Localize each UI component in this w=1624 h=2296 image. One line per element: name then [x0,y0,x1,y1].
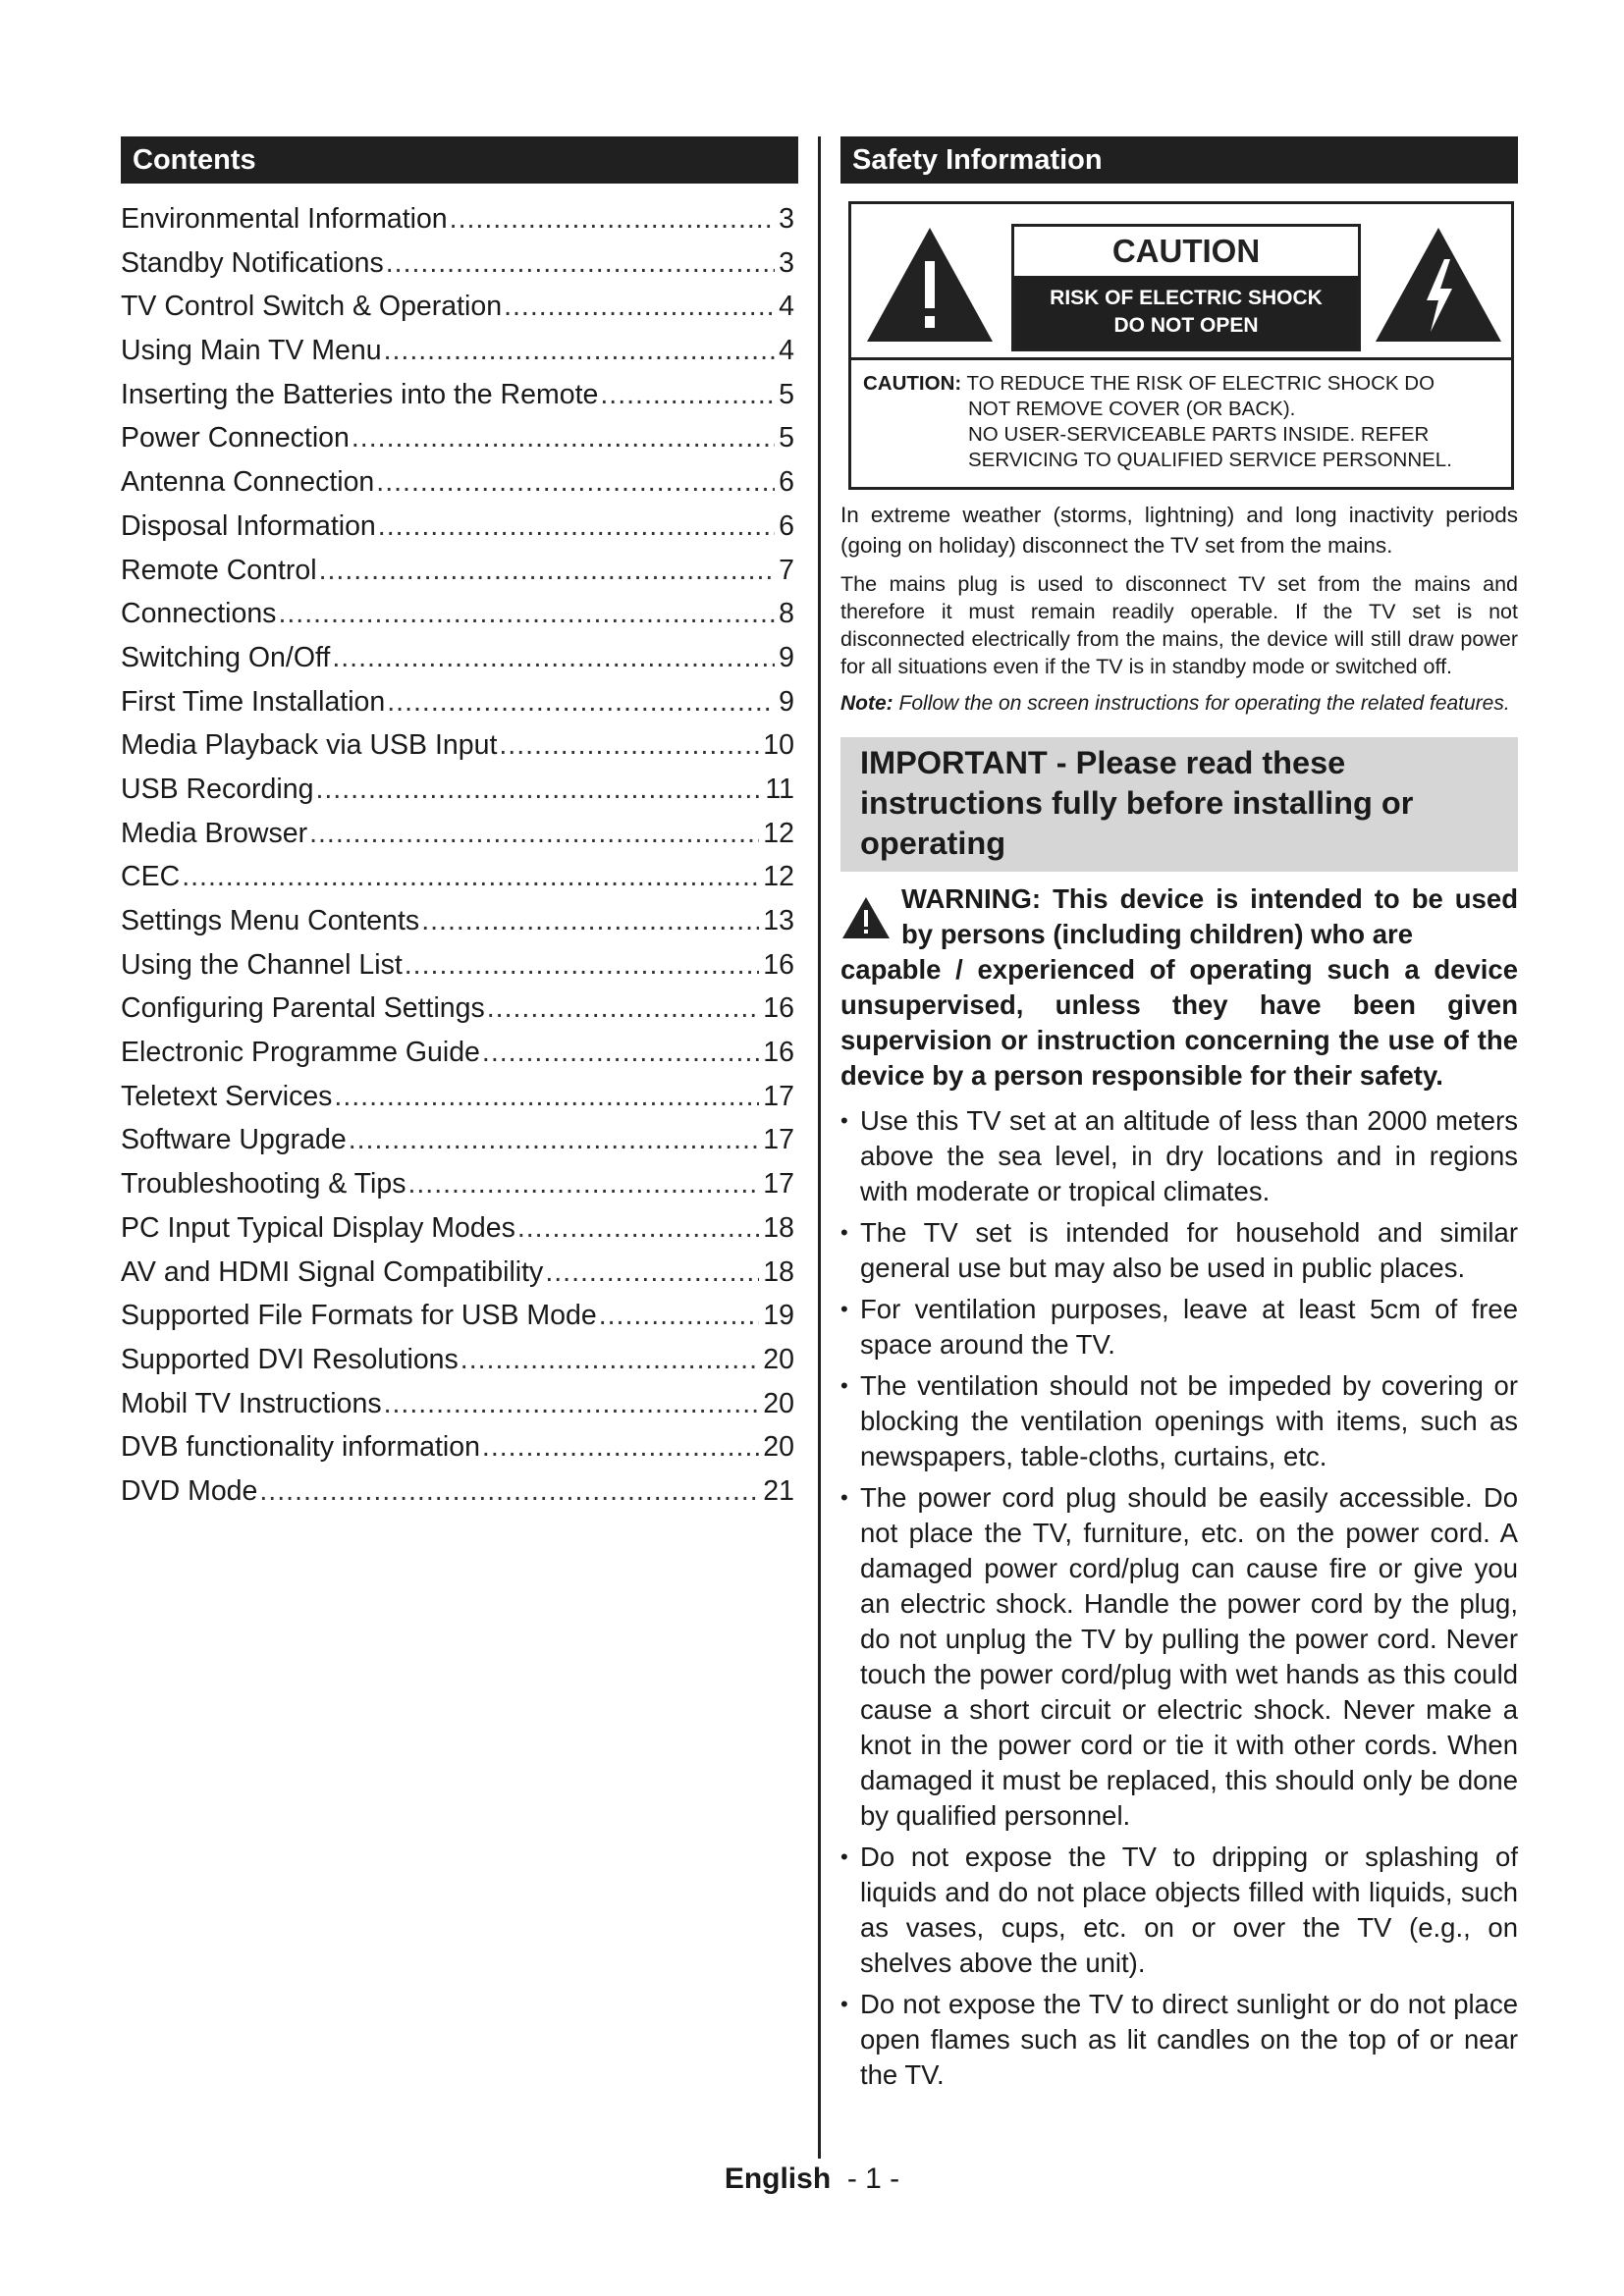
toc-list [121,197,798,1514]
toc-leader-dots [504,285,775,329]
toc-leader-dots [384,1382,760,1426]
toc-item-title: Environmental Information [121,203,448,235]
caution-label-box [1011,224,1361,351]
toc-leader-dots [387,680,775,724]
toc-item-title: Troubleshooting & Tips [121,1168,406,1201]
toc-item-title: AV and HDMI Signal Compatibility [121,1255,544,1288]
toc-leader-dots [407,1162,759,1206]
electric-shock-icon [1372,224,1505,346]
toc-leader-dots [352,416,775,460]
column-divider [818,136,821,2159]
toc-leader-dots [482,1031,759,1075]
toc-item-title: Teletext Services [121,1080,333,1112]
toc-item [121,855,798,899]
toc-item-page: 3 [779,203,794,235]
caution-panel [848,201,1514,490]
toc-leader-dots [499,723,759,768]
weather-paragraph: In extreme weather (storms, lightning) and long inactivity periods (going on holiday) disconnect the TV set from the mains. [840,503,1518,558]
bullet-item: • The ventilation should not be impeded by covering or blocking the ventilation openings with items, such as newspapers, table-cloths, curtains, etc. [840,1368,1518,1474]
toc-item-page: 20 [763,1343,794,1375]
bullet-item: • Do not expose the TV to dripping or splashing of liquids and do not place objects filled with liquids, such as vases, cups, etc. on or over the TV (e.g., on shelves above the unit). [840,1840,1518,1981]
toc-item-title: Power Connection [121,422,350,454]
toc-item [121,416,798,460]
toc-leader-dots [384,329,776,373]
toc-item [121,549,798,593]
toc-item-title: Using Main TV Menu [121,335,382,367]
contents-header: Contents [121,136,798,184]
toc-item-title: DVB functionality information [121,1431,480,1464]
safety-column [840,136,1518,2099]
toc-item-page: 16 [763,992,794,1025]
toc-item [121,680,798,724]
toc-item-title: Using the Channel List [121,948,403,981]
toc-item-page: 12 [763,817,794,849]
toc-leader-dots [309,812,759,856]
toc-item [121,812,798,856]
warning-rest: capable / experienced of operating such a device unsupervised, unless they have been given supervision or instruction concerning the use of the device by a person responsible for their safety. [840,954,1518,1091]
note-text: Follow the on screen instructions for operating the related features. [898,692,1510,715]
toc-item [121,197,798,241]
toc-item [121,1075,798,1119]
toc-item-title: Supported DVI Resolutions [121,1343,459,1375]
contents-column [121,136,798,1514]
toc-item-page: 5 [779,422,794,454]
toc-item-page: 16 [763,1037,794,1069]
toc-item [121,636,798,680]
caution-line: NOT REMOVE COVER (OR BACK). [968,398,1296,420]
toc-item-page: 8 [779,598,794,630]
toc-item-title: Electronic Programme Guide [121,1037,480,1069]
toc-item [121,1382,798,1426]
toc-item [121,329,798,373]
toc-item [121,1425,798,1469]
caution-top-row [851,204,1511,360]
toc-leader-dots [319,549,776,593]
toc-item-page: 16 [763,948,794,981]
bullet-item: • Use this TV set at an altitude of less than 2000 meters above the sea level, in dry locations and in regions with moderate or tropical climates. [840,1103,1518,1209]
toc-item [121,1206,798,1251]
caution-line: NO USER-SERVICEABLE PARTS INSIDE. REFER [968,423,1430,446]
toc-leader-dots [460,1338,760,1382]
toc-leader-dots [332,636,775,680]
toc-item-page: 17 [763,1124,794,1156]
toc-item-title: Disposal Information [121,509,376,542]
toc-leader-dots [450,197,775,241]
toc-leader-dots [405,943,760,988]
toc-item-title: TV Control Switch & Operation [121,291,503,323]
bullet-item: • The power cord plug should be easily accessible. Do not place the TV, furniture, etc. on the power cord. A damaged power cord/plug can cause fire or give you an electric shock. Handle the power cord by the plug, do not unplug the TV by pulling the power cord. Never touch the power cord/plug with wet hands as this could cause a short circuit or electric shock. Never make a knot in the power cord or tie it with other cords. When damaged it must be replaced, this should only be done by qualified personnel. [840,1480,1518,1834]
footer-language: English [724,2163,832,2195]
toc-item-page: 6 [779,509,794,542]
toc-leader-dots [517,1206,759,1251]
toc-item-page: 18 [763,1211,794,1244]
toc-leader-dots [349,1118,760,1162]
toc-item [121,943,798,988]
toc-leader-dots [599,1294,760,1338]
toc-leader-dots [278,592,775,636]
toc-item-title: Remote Control [121,554,317,586]
page-footer [0,2163,1624,2196]
note-paragraph [840,690,1518,718]
toc-item [121,1118,798,1162]
toc-item-title: Software Upgrade [121,1124,347,1156]
safety-header: Safety Information [840,136,1518,184]
toc-item-title: Media Playback via USB Input [121,729,498,762]
toc-leader-dots [378,505,775,549]
toc-item-page: 17 [763,1080,794,1112]
toc-item [121,1469,798,1514]
toc-item-page: 6 [779,466,794,499]
toc-leader-dots [600,373,775,417]
toc-item [121,1031,798,1075]
toc-item-title: CEC [121,861,181,893]
toc-item [121,285,798,329]
caution-text-label: CAUTION: [863,372,962,395]
bullet-item: • Do not expose the TV to direct sunlight or do not place open flames such as lit candles on the top of or near the TV. [840,1987,1518,2093]
warning-first: WARNING: This device is intended to be used by persons (including children) who are [901,883,1518,949]
toc-leader-dots [182,855,759,899]
caution-band-line: DO NOT OPEN [1113,314,1259,337]
toc-item [121,1251,798,1295]
toc-item-title: First Time Installation [121,685,386,718]
toc-item-page: 12 [763,861,794,893]
toc-item-page: 18 [763,1255,794,1288]
toc-item-title: Configuring Parental Settings [121,992,485,1025]
caution-text [863,371,1501,473]
toc-item-page: 20 [763,1431,794,1464]
toc-leader-dots [334,1075,759,1119]
bullet-item: • For ventilation purposes, leave at least 5cm of free space around the TV. [840,1292,1518,1362]
toc-leader-dots [386,241,775,286]
important-banner: IMPORTANT - Please read these instructions fully before installing or operating [840,737,1518,872]
caution-line-text: TO REDUCE THE RISK OF ELECTRIC SHOCK DO [966,372,1435,395]
toc-item [121,460,798,505]
caution-title: CAUTION [1014,227,1358,276]
toc-leader-dots [421,899,759,943]
toc-item-title: Settings Menu Contents [121,905,420,936]
toc-item-page: 20 [763,1387,794,1419]
toc-item-page: 7 [779,554,794,586]
toc-item-page: 10 [763,729,794,762]
toc-item-page: 5 [779,378,794,410]
toc-item [121,373,798,417]
mains-plug-paragraph: The mains plug is used to disconnect TV set from the mains and therefore it must remain readily operable. If the TV set is not disconnected electrically from the mains, the device will still draw power for all situations even if the TV is in standby mode or switched off. [840,572,1518,678]
toc-item-page: 9 [779,685,794,718]
toc-item-title: Supported File Formats for USB Mode [121,1300,597,1332]
toc-item-title: Connections [121,598,277,630]
toc-item-page: 4 [779,291,794,323]
toc-item-title: Mobil TV Instructions [121,1387,382,1419]
toc-item-title: Inserting the Batteries into the Remote [121,378,599,410]
toc-item-title: Media Browser [121,817,308,849]
toc-leader-dots [376,460,775,505]
toc-item-title: PC Input Typical Display Modes [121,1211,515,1244]
toc-item [121,592,798,636]
toc-item-page: 11 [765,773,794,805]
toc-item-page: 21 [763,1474,794,1507]
toc-item-title: DVD Mode [121,1474,258,1507]
toc-item [121,1338,798,1382]
toc-item [121,899,798,943]
caution-line [863,371,1501,397]
toc-item [121,987,798,1031]
toc-leader-dots [487,987,760,1031]
toc-leader-dots [259,1469,759,1514]
toc-leader-dots [482,1425,759,1469]
toc-item-page: 19 [763,1300,794,1332]
toc-item-page: 3 [779,246,794,279]
toc-item [121,1162,798,1206]
caution-band [1014,276,1358,348]
toc-item [121,723,798,768]
toc-leader-dots [315,768,761,812]
toc-item [121,505,798,549]
toc-item-title: Switching On/Off [121,641,331,673]
warning-triangle-icon [840,895,892,940]
toc-item-page: 4 [779,335,794,367]
toc-item-page: 13 [763,905,794,936]
toc-item-title: Antenna Connection [121,466,375,499]
caution-line: SERVICING TO QUALIFIED SERVICE PERSONNEL. [968,449,1452,471]
toc-item [121,1294,798,1338]
toc-item-title: USB Recording [121,773,314,805]
footer-page-number: - 1 - [846,2163,900,2195]
exclamation-warning-icon [863,224,997,346]
toc-leader-dots [545,1251,759,1295]
toc-item-title: Standby Notifications [121,246,384,279]
warning-block [840,881,1518,1094]
bullet-item: • The TV set is intended for household and similar general use but may also be used in public places. [840,1215,1518,1286]
note-label: Note: [840,692,893,715]
safety-bullet-list [840,1103,1518,2093]
toc-item-page: 17 [763,1168,794,1201]
toc-item-page: 9 [779,641,794,673]
toc-item [121,768,798,812]
caution-band-line: RISK OF ELECTRIC SHOCK [1050,287,1323,309]
toc-item [121,241,798,286]
